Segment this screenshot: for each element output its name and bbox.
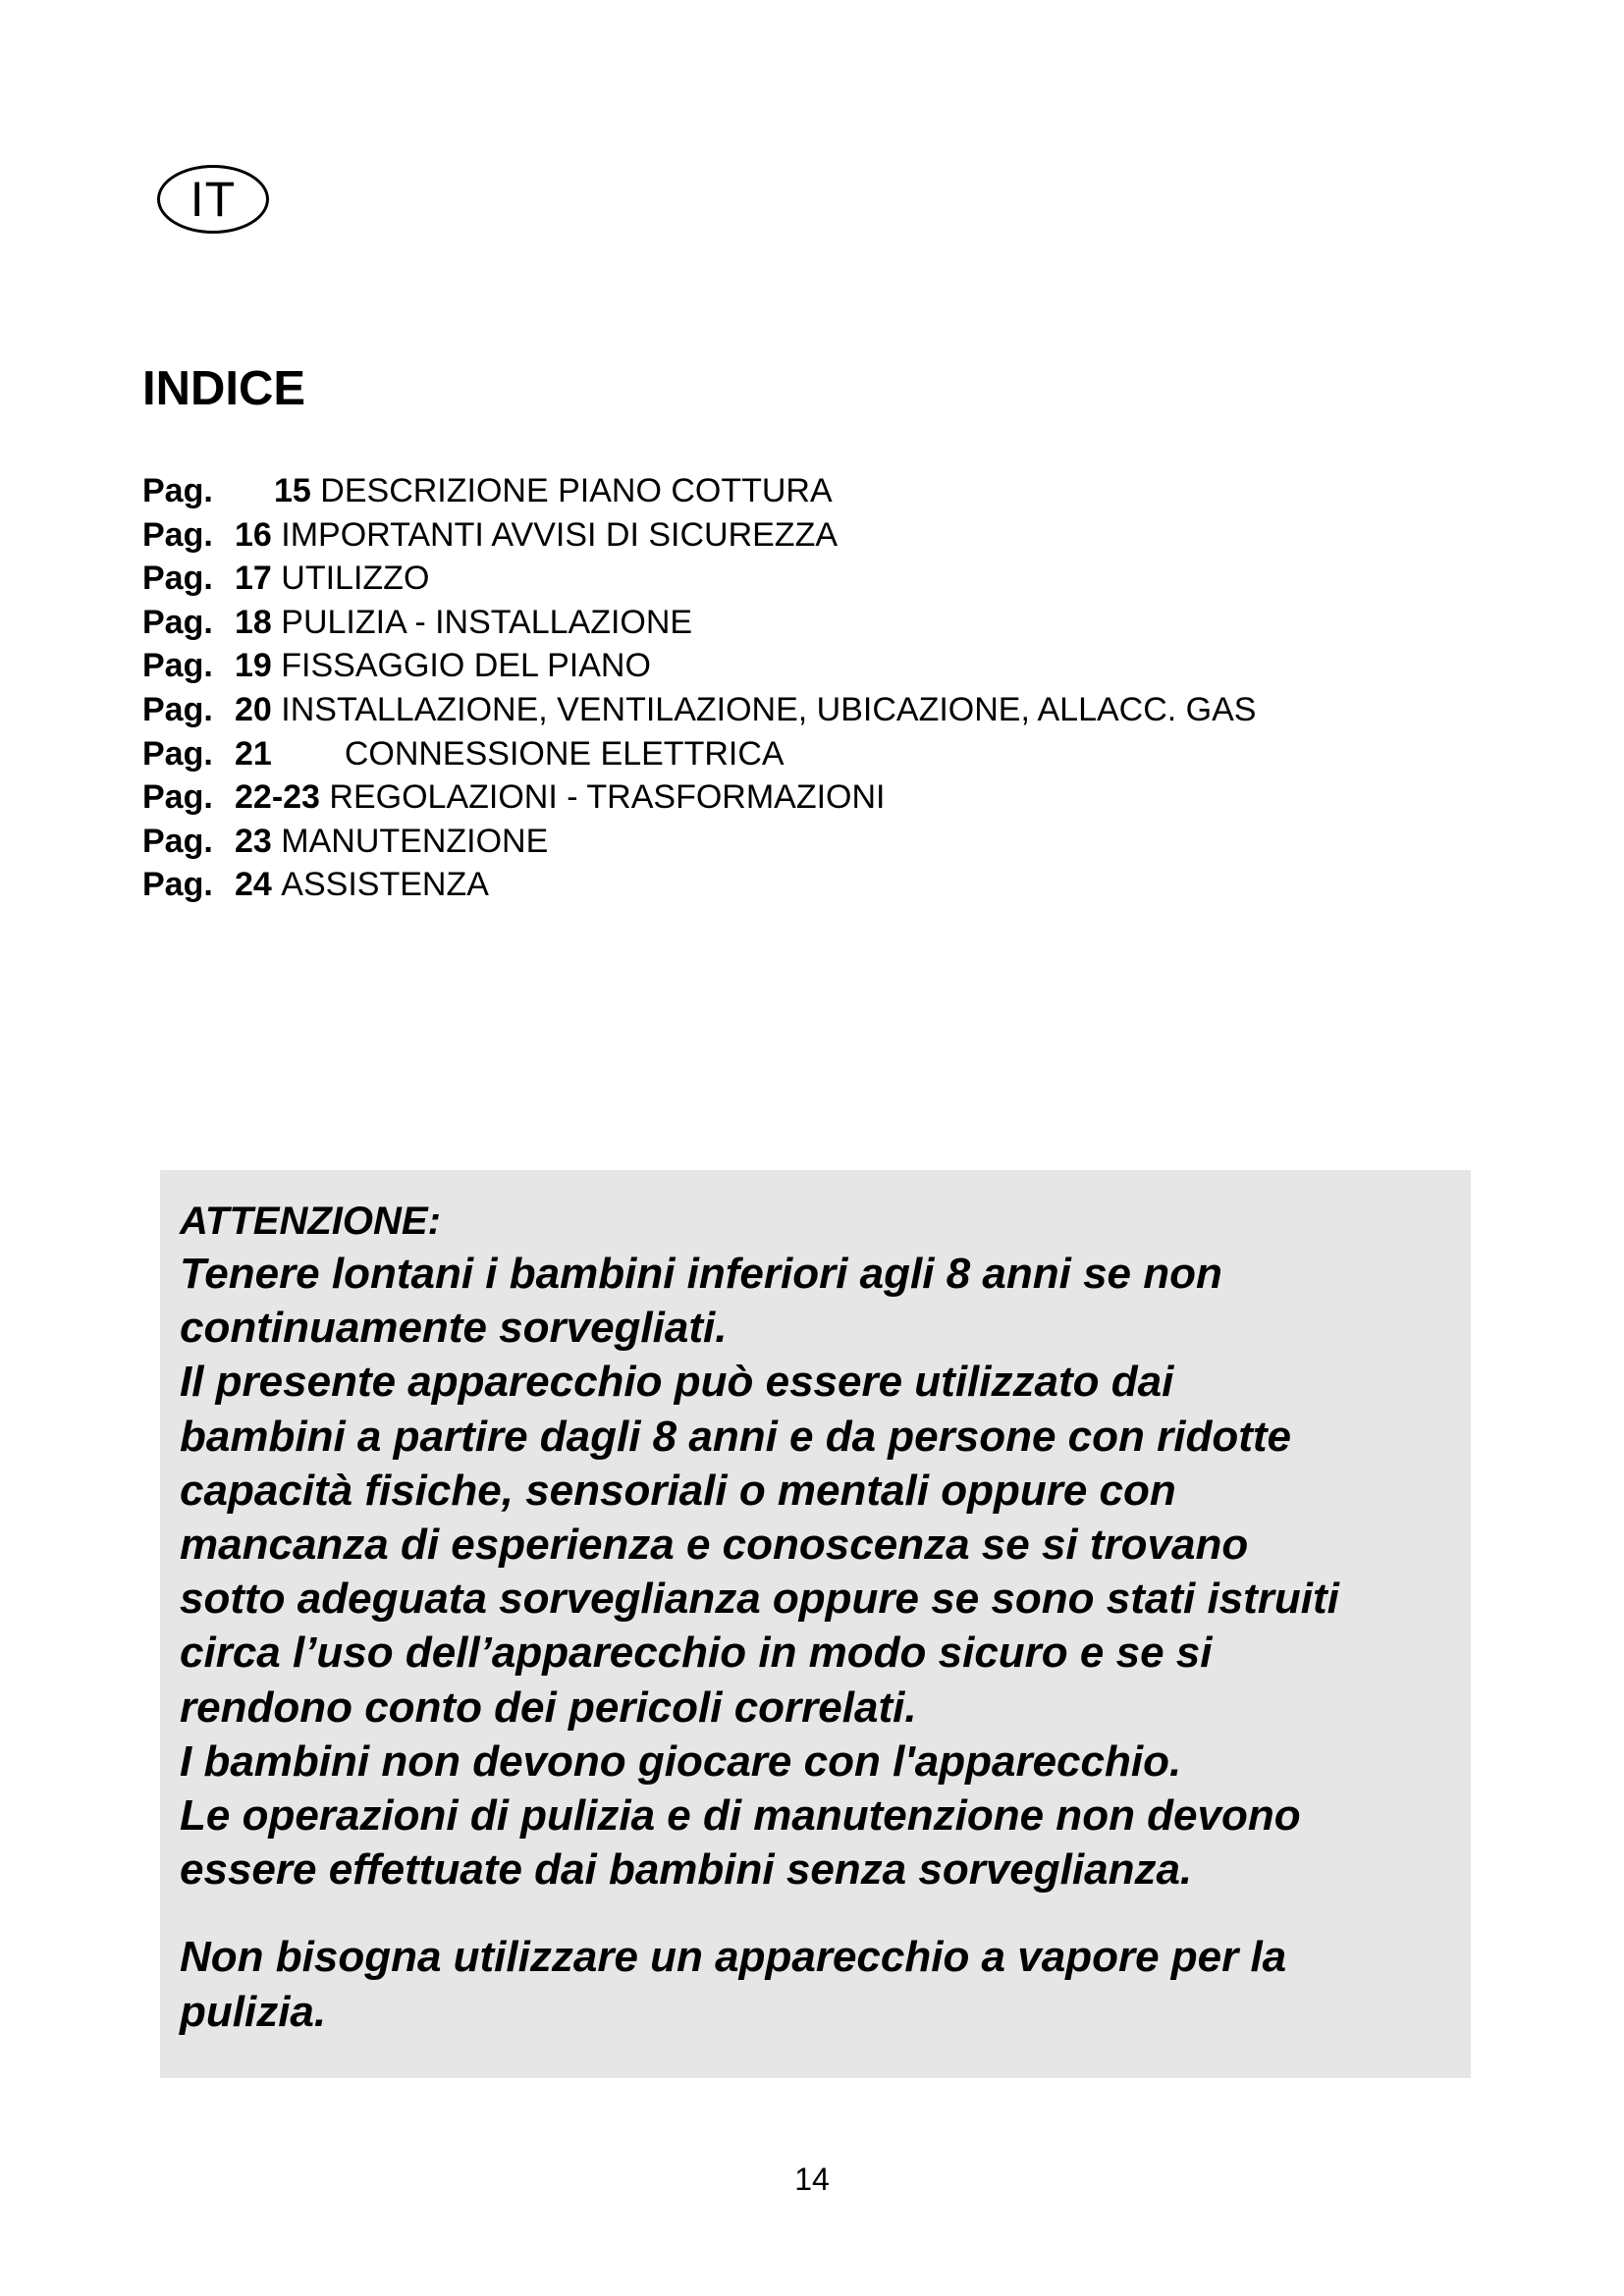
toc-row xyxy=(142,644,1256,688)
toc-section-title: IMPORTANTI AVVISI DI SICUREZZA xyxy=(281,515,839,554)
toc-page-number: 19 xyxy=(235,647,272,685)
toc-section-title: MANUTENZIONE xyxy=(281,822,549,860)
toc-section-title: FISSAGGIO DEL PIANO xyxy=(281,647,651,685)
toc-pag-label: Pag. xyxy=(142,515,213,554)
toc-pag-label: Pag. xyxy=(142,778,213,817)
toc-page-number: 15 xyxy=(274,472,311,509)
toc-row xyxy=(142,601,1256,645)
toc-pag-label: Pag. xyxy=(142,822,213,860)
toc-section-title: REGOLAZIONI - TRASFORMAZIONI xyxy=(329,778,886,817)
page-number: 14 xyxy=(794,2162,830,2197)
toc-page-number: 20 xyxy=(235,690,272,728)
toc-pag-label: Pag. xyxy=(142,866,213,904)
toc-section-title: INSTALLAZIONE, VENTILAZIONE, UBICAZIONE, ALLACC. GAS xyxy=(281,690,1257,728)
toc-row xyxy=(142,513,1256,558)
page-title: INDICE xyxy=(142,362,306,415)
table-of-contents xyxy=(142,469,1256,907)
notice-heading: ATTENZIONE: xyxy=(180,1200,441,1243)
toc-pag-label: Pag. xyxy=(142,603,213,641)
toc-row xyxy=(142,688,1256,732)
toc-page-number: 23 xyxy=(235,822,272,860)
toc-section-title: ASSISTENZA xyxy=(281,866,489,904)
toc-pag-label: Pag. xyxy=(142,560,213,598)
toc-page-number: 17 xyxy=(235,560,272,598)
toc-pag-label: Pag. xyxy=(142,734,213,773)
notice-footer: Non bisogna utilizzare un apparecchio a vapore per la pulizia. xyxy=(180,1933,1287,2036)
language-badge xyxy=(157,165,269,234)
toc-section-title: PULIZIA - INSTALLAZIONE xyxy=(281,603,693,641)
notice-body: Tenere lontani i bambini inferiori agli 8 anni se non continuamente sorvegliati. Il presente apparecchio può essere utilizzato dai bambini a partire dagli 8 anni e da persone con ridotte capacità fisiche, sensoriali o mentali oppure con mancanza di esperienza e conoscenza se si trovano sotto adeguata sorveglianza oppure se sono stati istruiti circa l’uso dell’apparecchio in modo sicuro e se si rendono conto dei pericoli correlati. I bambini non devono giocare con l'apparecchio. Le operazioni di pulizia e di manutenzione non devono essere effettuate dai bambini senza sorveglianza. xyxy=(180,1250,1339,1895)
toc-section-title: DESCRIZIONE PIANO COTTURA xyxy=(320,472,833,509)
toc-row xyxy=(142,820,1256,864)
toc-section-title: CONNESSIONE ELETTRICA xyxy=(344,734,785,773)
toc-page-number: 22-23 xyxy=(235,778,320,817)
toc-page-number: 18 xyxy=(235,603,272,641)
toc-row xyxy=(142,775,1256,820)
toc-row xyxy=(142,469,1256,513)
toc-pag-label: Pag. xyxy=(142,690,213,728)
toc-pag-label: Pag. xyxy=(142,472,213,509)
toc-row xyxy=(142,732,1256,776)
toc-pag-label: Pag. xyxy=(142,647,213,685)
language-badge-label: IT xyxy=(189,172,237,227)
toc-page-number: 21 xyxy=(235,734,272,773)
warning-notice-box xyxy=(160,1170,1471,2078)
toc-page-number: 24 xyxy=(235,866,272,904)
toc-row xyxy=(142,863,1256,907)
toc-row xyxy=(142,557,1256,601)
toc-page-number: 16 xyxy=(235,515,272,554)
toc-section-title: UTILIZZO xyxy=(281,560,430,598)
